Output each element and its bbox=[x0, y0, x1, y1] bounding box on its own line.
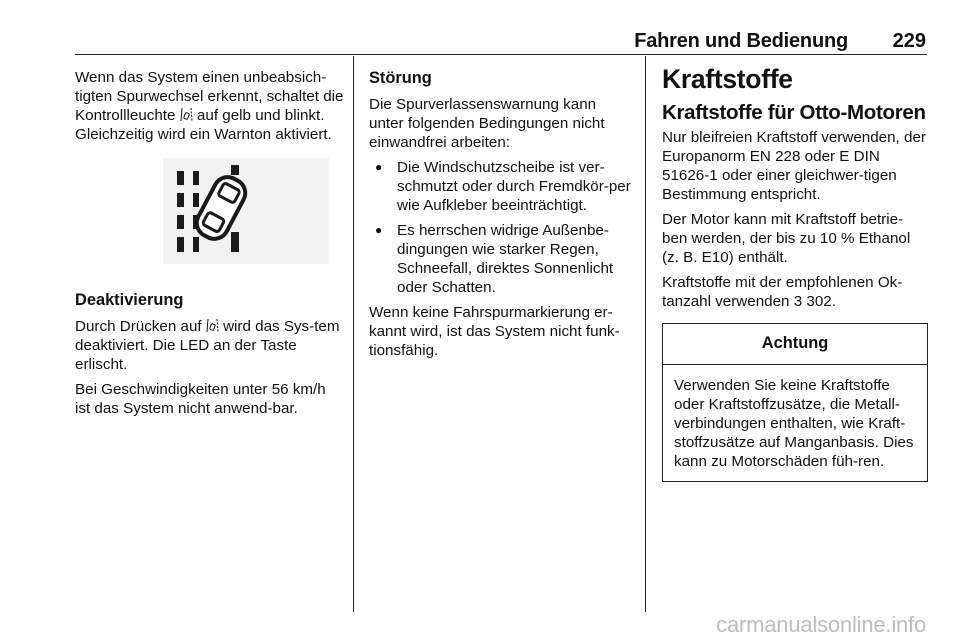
column-middle bbox=[369, 68, 633, 366]
section-subtitle: Kraftstoffe für Otto-Motoren bbox=[662, 101, 926, 124]
list-item: ● Die Windschutzscheibe ist ver-schmutzt oder durch Fremdkör-per wie Aufkleber beeinträchtigt. bbox=[369, 158, 633, 215]
caution-text: Verwenden Sie keine Kraftstoffe oder Kraftstoffzusätze, die Metall-verbindungen enthalten, wie Kraft-stoffzusätze auf Manganbasis. Dies kann zu Motorschäden füh-ren. bbox=[674, 377, 914, 470]
section-title: Kraftstoffe bbox=[662, 64, 793, 94]
page-reference[interactable]: 302. bbox=[802, 293, 836, 310]
caution-title: Achtung bbox=[663, 324, 927, 365]
header-title: Fahren und Bedienung bbox=[634, 30, 848, 52]
caution-box bbox=[662, 323, 928, 482]
column-right bbox=[662, 64, 928, 482]
column-divider-right bbox=[645, 56, 646, 612]
paragraph-intro: Die Spurverlassenswarnung kann unter folgenden Bedingungen nicht einwandfrei arbeiten: bbox=[369, 96, 605, 151]
heading-stoerung: Störung bbox=[369, 69, 432, 87]
paragraph-octane: Kraftstoffe mit der empfohlenen Ok-tanzahl verwenden 3 302. bbox=[662, 274, 903, 310]
paragraph-warning: Wenn das System einen unbeabsich-tigten Spurwechsel erkennt, schaltet die Kontrollleuchte auf gelb und blinkt. Gleichzeitig wird ein Warnton aktiviert. bbox=[75, 69, 344, 143]
conditions-list bbox=[369, 158, 633, 297]
lane-departure-icon bbox=[206, 318, 219, 333]
column-divider-left bbox=[353, 56, 354, 612]
paragraph-deactivate: Durch Drücken auf wird das Sys-tem deaktiviert. Die LED an der Taste erlischt. bbox=[75, 318, 340, 373]
header-rule bbox=[75, 54, 927, 55]
watermark: carmanualsonline.info bbox=[716, 612, 926, 637]
heading-deaktivierung: Deaktivierung bbox=[75, 291, 184, 309]
column-left bbox=[75, 68, 345, 424]
lane-departure-icon bbox=[180, 107, 193, 122]
lane-departure-warning-illustration bbox=[163, 158, 329, 264]
paragraph-no-marking: Wenn keine Fahrspurmarkierung er-kannt wird, ist das System nicht funk-tionsfähig. bbox=[369, 304, 620, 359]
paragraph-speed: Bei Geschwindigkeiten unter 56 km/h ist das System nicht anwend-bar. bbox=[75, 381, 326, 417]
page-number: 229 bbox=[892, 30, 926, 52]
paragraph-unleaded: Nur bleifreien Kraftstoff verwenden, der Europanorm EN 228 oder E DIN 51626-1 oder einer gleichwer-tigen Bestimmung entspricht. bbox=[662, 129, 926, 203]
list-item: ● Es herrschen widrige Außenbe-dingungen wie starker Regen, Schneefall, direktes Sonnenlicht oder Schatten. bbox=[369, 221, 633, 297]
reference-arrow-icon: 3 bbox=[793, 293, 803, 310]
paragraph-ethanol: Der Motor kann mit Kraftstoff betrie-ben werden, der bis zu 10 % Ethanol (z. B. E10) enthält. bbox=[662, 211, 911, 266]
